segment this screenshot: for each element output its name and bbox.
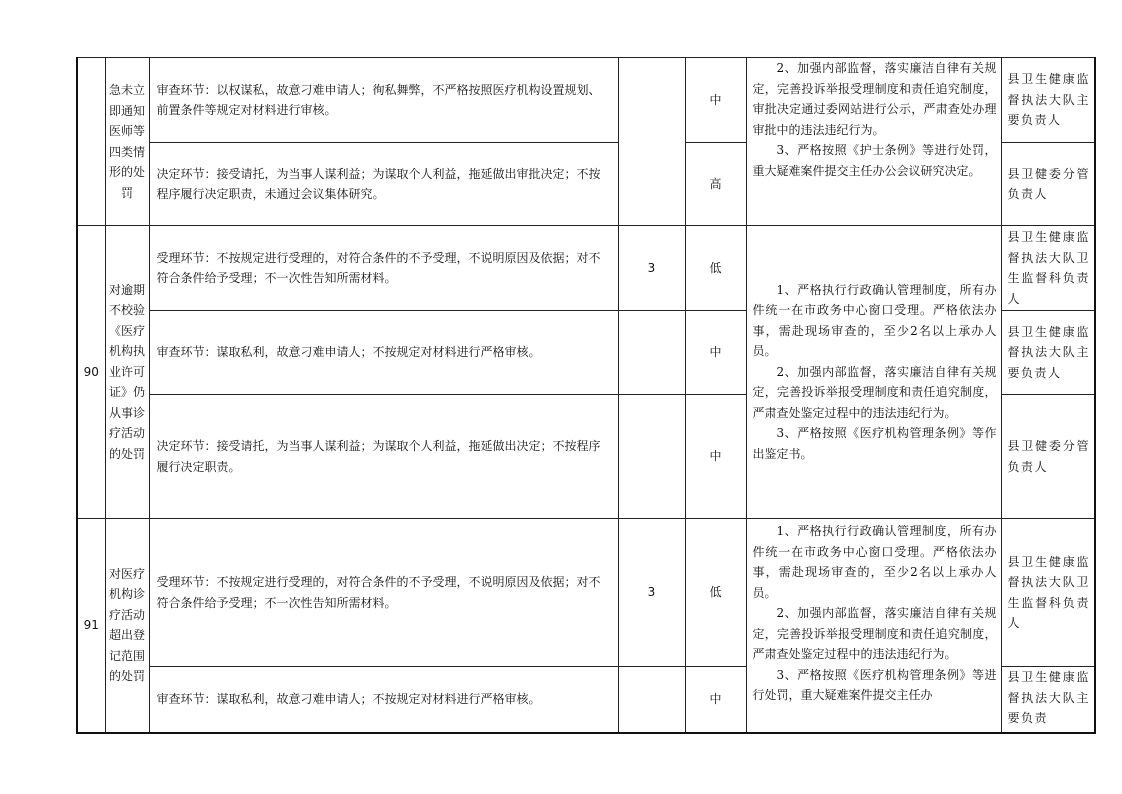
responsible-party: 县卫生健康监督执法大队卫生监督科负责人 — [1001, 226, 1095, 311]
responsible-party: 县卫健委分管负责人 — [1001, 395, 1095, 519]
table-row — [77, 58, 1095, 143]
step-count-cell — [618, 667, 685, 733]
item-name-cell: 急未立即通知医师等四类情形的处罚 — [105, 58, 149, 226]
step-description: 审查环节：以权谋私，故意刁难申请人；徇私舞弊，不严格按照医疗机构设置规划、前置条件等规定对材料进行审核。 — [149, 58, 618, 143]
table-row — [77, 519, 1095, 667]
responsible-party: 县卫生健康监督执法大队主要负责人 — [1001, 58, 1095, 143]
risk-level: 高 — [685, 143, 746, 226]
step-description: 决定环节：接受请托，为当事人谋利益；为谋取个人利益，拖延做出决定；不按程序履行决定职责。 — [149, 395, 618, 519]
responsible-party: 县卫生健康监督执法大队卫生监督科负责人 — [1001, 519, 1095, 667]
measure-item: 1、严格执行行政确认管理制度，所有办件统一在市政务中心窗口受理。严格依法办事，需赴现场审查的，至少2名以上承办人员。 — [752, 524, 997, 600]
risk-table — [76, 57, 1096, 734]
risk-level: 中 — [685, 311, 746, 395]
step-description: 审查环节：谋取私利，故意刁难申请人；不按规定对材料进行严格审核。 — [149, 667, 618, 733]
prevention-measures — [746, 58, 1001, 226]
item-name-cell: 对逾期不校验《医疗机构执业许可证》仍从事诊疗活动的处罚 — [105, 226, 149, 519]
risk-level: 低 — [685, 226, 746, 311]
risk-level: 中 — [685, 667, 746, 733]
prevention-measures — [746, 226, 1001, 519]
step-description: 审查环节：谋取私利，故意刁难申请人；不按规定对材料进行严格审核。 — [149, 311, 618, 395]
measure-item: 3、严格按照《医疗机构管理条例》等进行处罚，重大疑难案件提交主任办 — [752, 667, 997, 702]
measure-item: 3、严格按照《医疗机构管理条例》等作出鉴定书。 — [752, 426, 997, 461]
risk-level: 中 — [685, 395, 746, 519]
risk-level: 中 — [685, 58, 746, 143]
step-count-cell — [618, 395, 685, 519]
measure-item: 1、严格执行行政确认管理制度，所有办件统一在市政务中心窗口受理。严格依法办事，需赴现场审查的，至少2名以上承办人员。 — [752, 282, 997, 359]
prevention-measures — [746, 519, 1001, 733]
responsible-party: 县卫生健康监督执法大队主要负责人 — [1001, 311, 1095, 395]
responsible-party: 县卫健委分管负责人 — [1001, 143, 1095, 226]
step-count-cell — [618, 311, 685, 395]
step-count: 3 — [618, 519, 685, 667]
table-row — [77, 226, 1095, 311]
measure-item: 2、加强内部监督，落实廉洁自律有关规定，完善投诉举报受理制度和责任追究制度，严肃查处鉴定过程中的违法违纪行为。 — [752, 606, 997, 661]
step-description: 受理环节：不按规定进行受理的，对符合条件的不予受理，不说明原因及依据；对不符合条件给予受理；不一次性告知所需材料。 — [149, 519, 618, 667]
row-number-cell — [77, 58, 105, 226]
step-description: 受理环节：不按规定进行受理的，对符合条件的不予受理，不说明原因及依据；对不符合条件给予受理；不一次性告知所需材料。 — [149, 226, 618, 311]
measure-item: 3、严格按照《护士条例》等进行处罚，重大疑难案件提交主任办公会议研究决定。 — [752, 143, 997, 178]
measure-item: 2、加强内部监督，落实廉洁自律有关规定，完善投诉举报受理制度和责任追究制度，审批决定通过委网站进行公示，严肃查处办理审批中的违法违纪行为。 — [752, 61, 997, 137]
row-number: 90 — [77, 226, 105, 519]
risk-level: 低 — [685, 519, 746, 667]
row-number: 91 — [77, 519, 105, 733]
responsible-party: 县卫生健康监督执法大队主要负责 — [1001, 667, 1095, 733]
step-count: 3 — [618, 226, 685, 311]
item-name-cell: 对医疗机构诊疗活动超出登记范围的处罚 — [105, 519, 149, 733]
step-description: 决定环节：接受请托，为当事人谋利益；为谋取个人利益，拖延做出审批决定；不按程序履行决定职责，未通过会议集体研究。 — [149, 143, 618, 226]
measure-item: 2、加强内部监督，落实廉洁自律有关规定，完善投诉举报受理制度和责任追究制度，严肃查处鉴定过程中的违法违纪行为。 — [752, 364, 997, 420]
step-count-cell — [618, 58, 685, 226]
